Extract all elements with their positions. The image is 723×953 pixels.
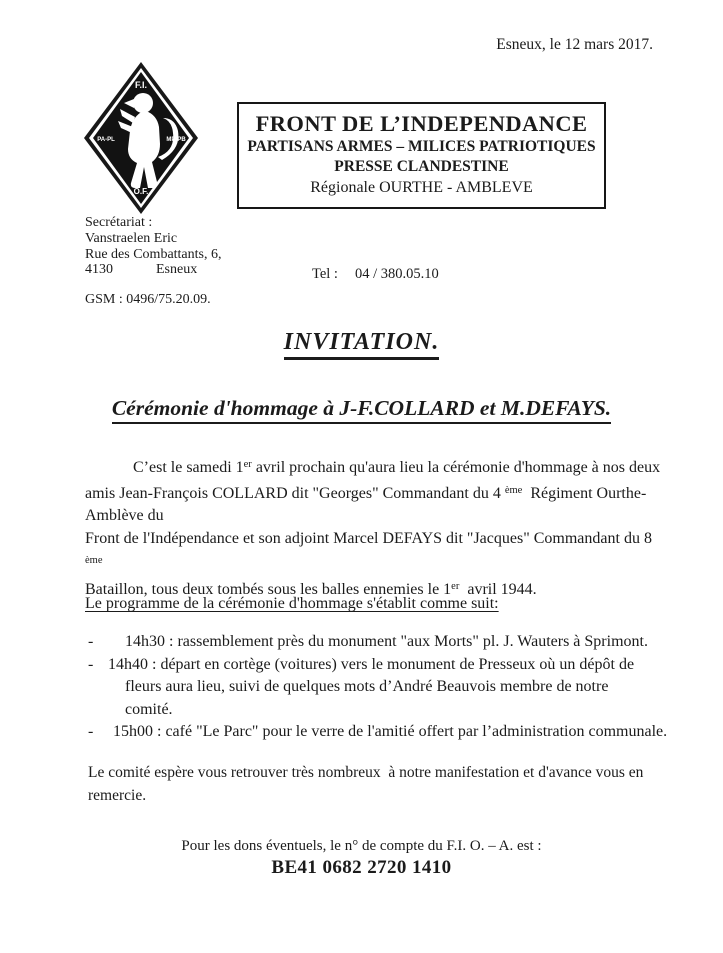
body-line-5: Bataillon, tous deux tombés sous les balles ennemies le 1er avril 1944.: [85, 580, 537, 598]
ceremony-title-wrap: [0, 396, 723, 424]
bank-account-number: BE41 0682 2720 1410: [271, 857, 452, 878]
body-line-4: Front de l'Indépendance et son adjoint Marcel DEFAYS dit "Jacques" Commandant du 8 $^{ème}$: [85, 529, 656, 567]
programme-list: [88, 631, 668, 744]
programme-item-text: 15h00 : café "Le Parc" pour le verre de l'amitié offert par l’administration communale.: [113, 723, 668, 741]
dash-bullet: -: [88, 655, 94, 673]
dash-bullet: -: [88, 723, 94, 741]
programme-heading: Le programme de la cérémonie d'hommage s'établit comme suit:: [85, 595, 499, 612]
invitation-title: INVITATION.: [284, 329, 440, 360]
tel-label: Tel :: [312, 266, 338, 282]
org-subtitle-2: PRESSE CLANDESTINE: [334, 158, 509, 175]
secretariat-street: Rue des Combattants, 6,: [85, 246, 222, 262]
programme-item: [88, 721, 668, 744]
logo-top-label: F.I.: [134, 80, 148, 90]
programme-item: [88, 631, 668, 654]
logo-left-label: PA-PL: [97, 137, 115, 143]
gsm-line: GSM : 0496/75.20.09.: [85, 292, 211, 308]
org-subtitle-1: PARTISANS ARMES – MILICES PATRIOTIQUES: [247, 138, 596, 155]
secretariat-name: Vanstraelen Eric: [85, 230, 178, 246]
logo-bottom-label: O.F.: [133, 187, 149, 196]
logo-right-label: MP-PB: [166, 137, 186, 143]
donation-line: Pour les dons éventuels, le n° de compte du F.I. O. – A. est :: [181, 838, 542, 854]
postal-code: 4130: [85, 262, 113, 278]
fi-logo: [80, 60, 202, 216]
body-line-1: C’est le samedi 1er avril prochain qu'aura lieu la cérémonie d'hommage à nos deux: [133, 459, 661, 476]
ceremony-title: Cérémonie d'hommage à J-F.COLLARD et M.DEFAYS.: [112, 396, 611, 424]
programme-item-text: 14h30 : rassemblement près du monument "aux Morts" pl. J. Wauters à Sprimont.: [125, 633, 648, 650]
fi-logo-svg: [80, 60, 202, 216]
programme-item-text: 14h40 : départ en cortège (voitures) vers le monument de Presseux où un dépôt de fleurs aura lieu, suivi de quelques mots d’André Beauvois membre de notre comité.: [108, 655, 639, 718]
date-line: Esneux, le 12 mars 2017.: [496, 36, 653, 53]
body-line-2: amis Jean-François COLLARD dit "Georges" Commandant du 4 $^{ème}$ Régiment Ourthe-: [85, 484, 647, 502]
secretariat-label: Secrétariat :: [85, 215, 153, 230]
invitation-title-wrap: [0, 329, 723, 360]
tel-line: [312, 266, 439, 283]
secretariat-city-row: [85, 262, 222, 278]
dash-bullet: -: [88, 633, 94, 650]
city: Esneux: [156, 262, 198, 278]
organisation-header-box: [237, 102, 606, 209]
org-name: FRONT DE L’INDEPENDANCE: [255, 111, 588, 136]
body-line-3: Amblève du: [85, 507, 164, 525]
tel-value: 04 / 380.05.10: [354, 266, 439, 282]
org-region: Régionale OURTHE - AMBLEVE: [310, 179, 533, 196]
secretariat-block: [85, 215, 222, 308]
closing-paragraph: Le comité espère vous retrouver très nombreux à notre manifestation et d'avance vous en remercie.: [88, 764, 648, 804]
programme-item: [88, 654, 668, 722]
body-paragraph: [85, 454, 670, 602]
